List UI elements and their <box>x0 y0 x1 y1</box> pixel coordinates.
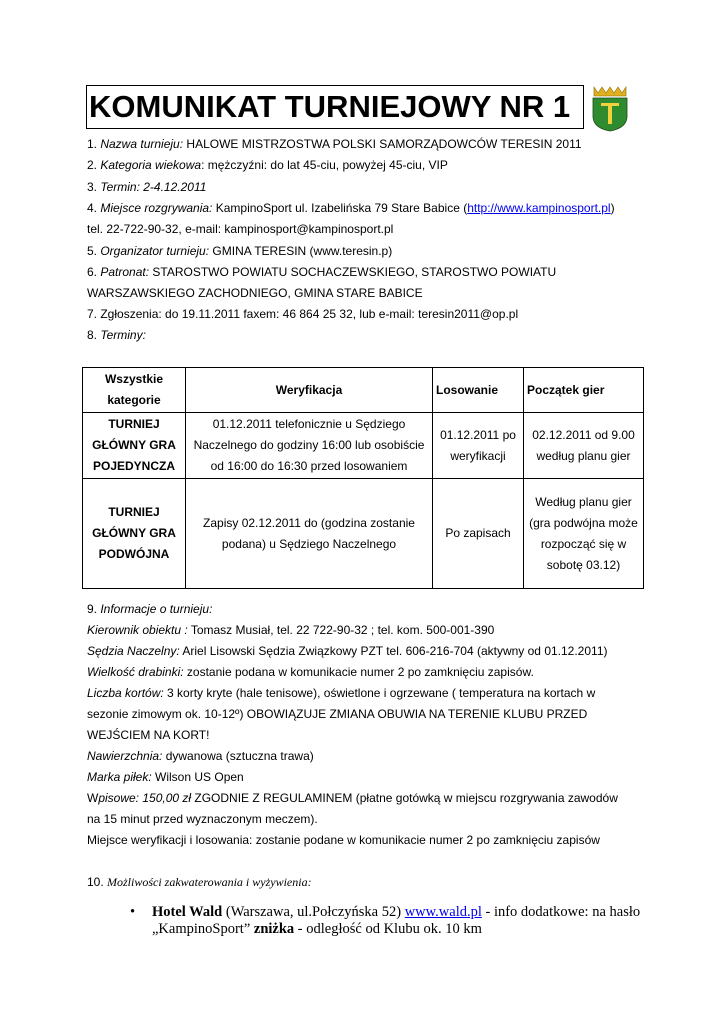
info-draw-size <box>87 665 534 679</box>
item-value: HALOWE MISTRZOSTWA POLSKI SAMORZĄDOWCÓW TERESIN 2011 <box>183 137 582 151</box>
info-label: Sędzia Naczelny: <box>87 644 180 658</box>
item-4-contact: tel. 22-722-90-32, e-mail: kampinosport@kampinosport.pl <box>87 222 394 236</box>
hotel-distance: - odległość od Klubu ok. 10 km <box>294 921 482 937</box>
item-8 <box>87 328 146 342</box>
table-header-row <box>83 368 644 413</box>
info-entry-fee-cont: na 15 minut przed wyznaczonym meczem). <box>87 812 318 826</box>
item-number: 6. <box>87 265 101 279</box>
item-label: Terminy: <box>100 328 146 342</box>
item-label: Kategoria wiekowa <box>100 158 202 172</box>
item-number: 4. <box>87 201 101 215</box>
info-venue-note: Miejsce weryfikacji i losowania: zostanie podane w komunikacie numer 2 po zamknięciu zapisów <box>87 833 600 847</box>
info-label: Marka piłek: <box>87 770 152 784</box>
schedule-table <box>82 367 644 589</box>
item-value: Zgłoszenia: do 19.11.2011 faxem: 46 864 25 32, lub e-mail: teresin2011@op.pl <box>100 307 519 321</box>
item-value: KampinoSport ul. Izabelińska 79 Stare Babice ( <box>212 201 468 215</box>
info-courts <box>87 686 595 700</box>
hotel-text <box>152 904 650 938</box>
item-label: Możliwości zakwaterowania i wyżywienia: <box>107 875 312 889</box>
info-referee <box>87 644 607 658</box>
cell-start: 02.12.2011 od 9.00 według planu gier <box>524 413 644 479</box>
page-title: KOMUNIKAT TURNIEJOWY NR 1 <box>86 85 584 129</box>
item-number: 5. <box>87 244 101 258</box>
header-draw: Losowanie <box>433 368 524 413</box>
item-label: Termin: 2-4.12.2011 <box>100 180 207 194</box>
item-value: GMINA TERESIN (www.teresin.p) <box>209 244 393 258</box>
info-courts-cont: sezonie zimowym ok. 10-12º) OBOWIĄZUJE ZMIANA OBUWIA NA TERENIE KLUBU PRZED <box>87 707 588 721</box>
item-2 <box>87 158 448 172</box>
cell-draw: 01.12.2011 po weryfikacji <box>433 413 524 479</box>
info-prefix: W <box>87 791 99 805</box>
item-value: STAROSTWO POWIATU SOCHACZEWSKIEGO, STAROSTWO POWIATU <box>149 265 557 279</box>
item-number: 9. <box>87 602 101 616</box>
section-10-heading <box>87 875 312 889</box>
item-7 <box>87 307 518 321</box>
info-label: Liczba kortów: <box>87 686 164 700</box>
cell-start: Według planu gier (gra podwójna może rozpocząć się w sobotę 03.12) <box>524 479 644 589</box>
info-entry-fee <box>87 791 618 805</box>
info-value: Tomasz Musiał, tel. 22 722-90-32 ; tel. kom. 500-001-390 <box>187 623 495 637</box>
hotel-info: - info dodatkowe: na hasło „KampinoSport” <box>152 904 641 937</box>
hotel-list-item <box>130 904 650 938</box>
hotel-address: (Warszawa, ul.Połczyńska 52) <box>222 904 405 920</box>
header-verification: Weryfikacja <box>186 368 433 413</box>
item-6 <box>87 265 556 279</box>
info-value: 3 korty kryte (hale tenisowe), oświetlone i ogrzewane ( temperatura na kortach w <box>163 686 596 700</box>
item-label: Nazwa turnieju: <box>100 137 184 151</box>
item-value: : mężczyźni: do lat 45-ciu, powyżej 45-ciu, VIP <box>201 158 448 172</box>
item-label: Informacje o turnieju: <box>100 602 213 616</box>
item-label: Organizator turnieju: <box>100 244 210 258</box>
item-6-cont: WARSZAWSKIEGO ZACHODNIEGO, GMINA STARE BABICE <box>87 286 423 300</box>
item-label: Patronat: <box>100 265 150 279</box>
item-4 <box>87 201 615 215</box>
item-number: 1. <box>87 137 101 151</box>
header-start: Początek gier <box>524 368 644 413</box>
item-5 <box>87 244 392 258</box>
info-manager <box>87 623 494 637</box>
info-value: Ariel Lisowski Sędzia Związkowy PZT tel. 606-216-704 (aktywny od 01.12.2011) <box>179 644 608 658</box>
item-number: 7. <box>87 307 101 321</box>
info-courts-cont2: WEJŚCIEM NA KORT! <box>87 728 210 742</box>
item-3 <box>87 180 206 194</box>
cell-verification: Zapisy 02.12.2011 do (godzina zostanie podana) u Sędziego Naczelnego <box>186 479 433 589</box>
bullet-icon: • <box>130 904 136 920</box>
kampinosport-link[interactable]: http://www.kampinosport.pl <box>467 201 611 215</box>
info-value: zostanie podana w komunikacie numer 2 po zamknięciu zapisów. <box>183 665 534 679</box>
table-row <box>83 413 644 479</box>
info-heading <box>87 602 212 616</box>
cell-category: TURNIEJ GŁÓWNY GRA POJEDYNCZA <box>83 413 186 479</box>
item-number: 2. <box>87 158 101 172</box>
cell-category: TURNIEJ GŁÓWNY GRA PODWÓJNA <box>83 479 186 589</box>
header-category: Wszystkie kategorie <box>83 368 186 413</box>
item-1 <box>87 137 582 151</box>
info-label: Wielkość drabinki: <box>87 665 184 679</box>
item-number: 8. <box>87 328 101 342</box>
hotel-discount: zniżka <box>253 921 295 937</box>
item-number: 10. <box>87 875 108 889</box>
info-label: Nawierzchnia: <box>87 749 163 763</box>
cell-draw: Po zapisach <box>433 479 524 589</box>
hotel-name: Hotel Wald <box>152 904 223 920</box>
hotel-link[interactable]: www.wald.pl <box>404 904 482 920</box>
table-row <box>83 479 644 589</box>
item-label: Miejsce rozgrywania: <box>100 201 213 215</box>
info-surface <box>87 749 314 763</box>
info-label: Kierownik obiektu : <box>87 623 188 637</box>
info-value: dywanowa (sztuczna trawa) <box>162 749 314 763</box>
item-number: 3. <box>87 180 101 194</box>
item-value-end: ) <box>610 201 615 215</box>
cell-verification: 01.12.2011 telefonicznie u Sędziego Naczelnego do godziny 16:00 lub osobiście od 16:00 do 16:30 przed losowaniem <box>186 413 433 479</box>
info-label: pisowe: 150,00 zł <box>98 791 192 805</box>
info-value: Wilson US Open <box>151 770 244 784</box>
coat-of-arms-icon <box>590 84 630 132</box>
info-value: ZGODNIE Z REGULAMINEM (płatne gotówką w miejscu rozgrywania zawodów <box>191 791 618 805</box>
info-balls <box>87 770 244 784</box>
